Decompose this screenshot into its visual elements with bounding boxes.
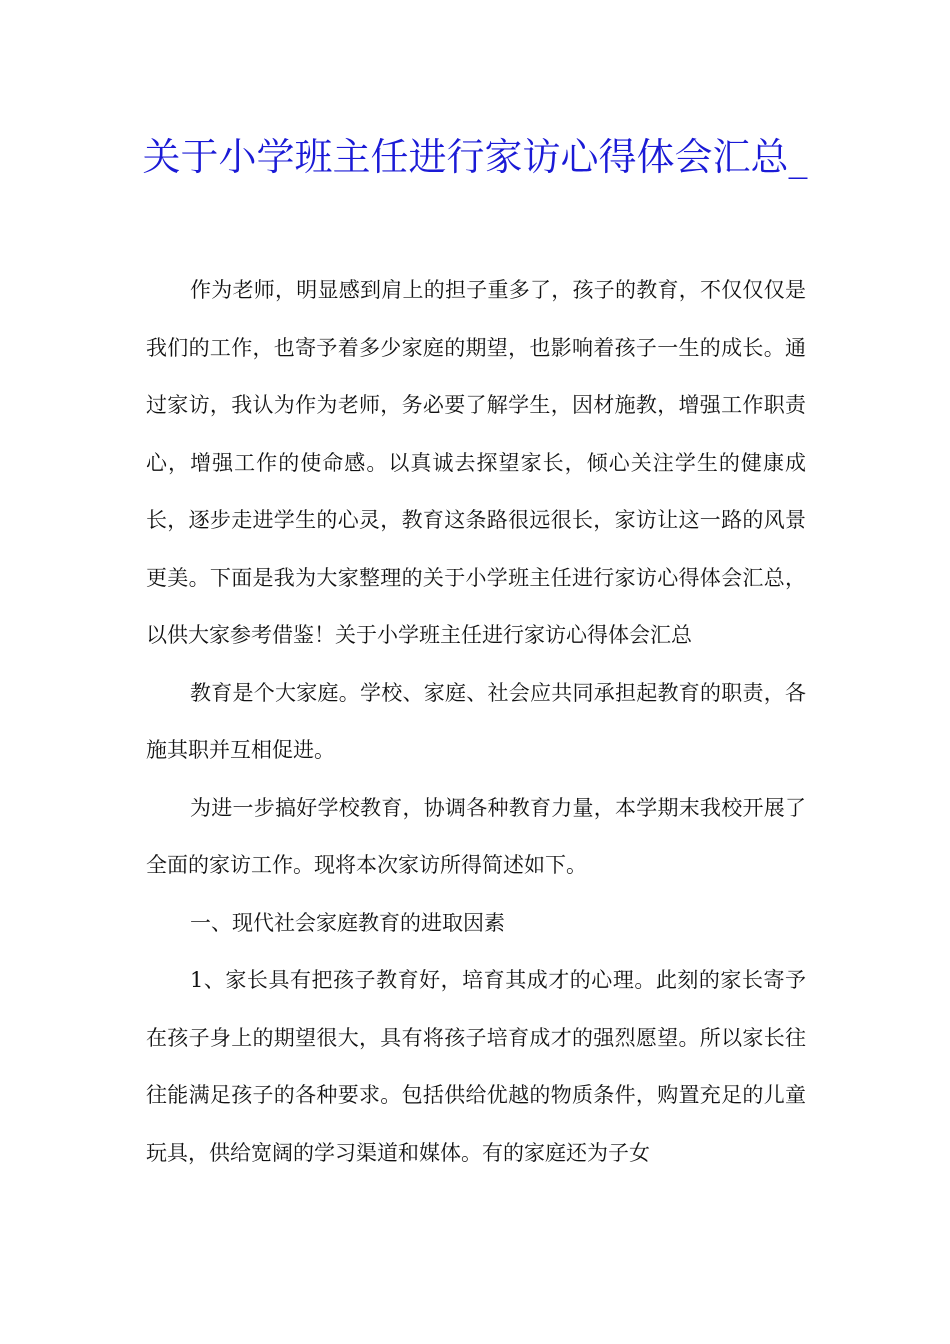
paragraph-education-family: 教育是个大家庭。学校、家庭、社会应共同承担起教育的职责，各施其职并互相促进。 <box>146 680 806 762</box>
paragraph-intro: 作为老师，明显感到肩上的担子重多了，孩子的教育，不仅仅仅是我们的工作，也寄予着多少家庭的期望，也影响着孩子一生的成长。通过家访，我认为作为老师，务必要了解学生，因材施教，增强工作职责心，增强工作的使命感。以真诚去探望家长，倾心关注学生的健康成长，逐步走进学生的心灵，教育这条路很远很长，家访让这一路的风景更美。下面是我为大家整理的关于小学班主任进行家访心得体会汇总，以供大家参考借鉴！关于小学班主任进行家访心得体会汇总 <box>146 278 806 647</box>
paragraph-home-visit-summary: 为进一步搞好学校教育，协调各种教育力量，本学期末我校开展了全面的家访工作。现将本次家访所得简述如下。 <box>146 795 806 877</box>
document-body <box>146 262 806 1182</box>
document-title: 关于小学班主任进行家访心得体会汇总_ <box>142 135 808 179</box>
section-heading-1: 一、现代社会家庭教育的进取因素 <box>190 910 505 935</box>
paragraph-point-1: 1、家长具有把孩子教育好，培育其成才的心理。此刻的家长寄予在孩子身上的期望很大，具有将孩子培育成才的强烈愿望。所以家长往往能满足孩子的各种要求。包括供给优越的物质条件，购置充足的儿童玩具，供给宽阔的学习渠道和媒体。有的家庭还为子女 <box>146 968 806 1165</box>
